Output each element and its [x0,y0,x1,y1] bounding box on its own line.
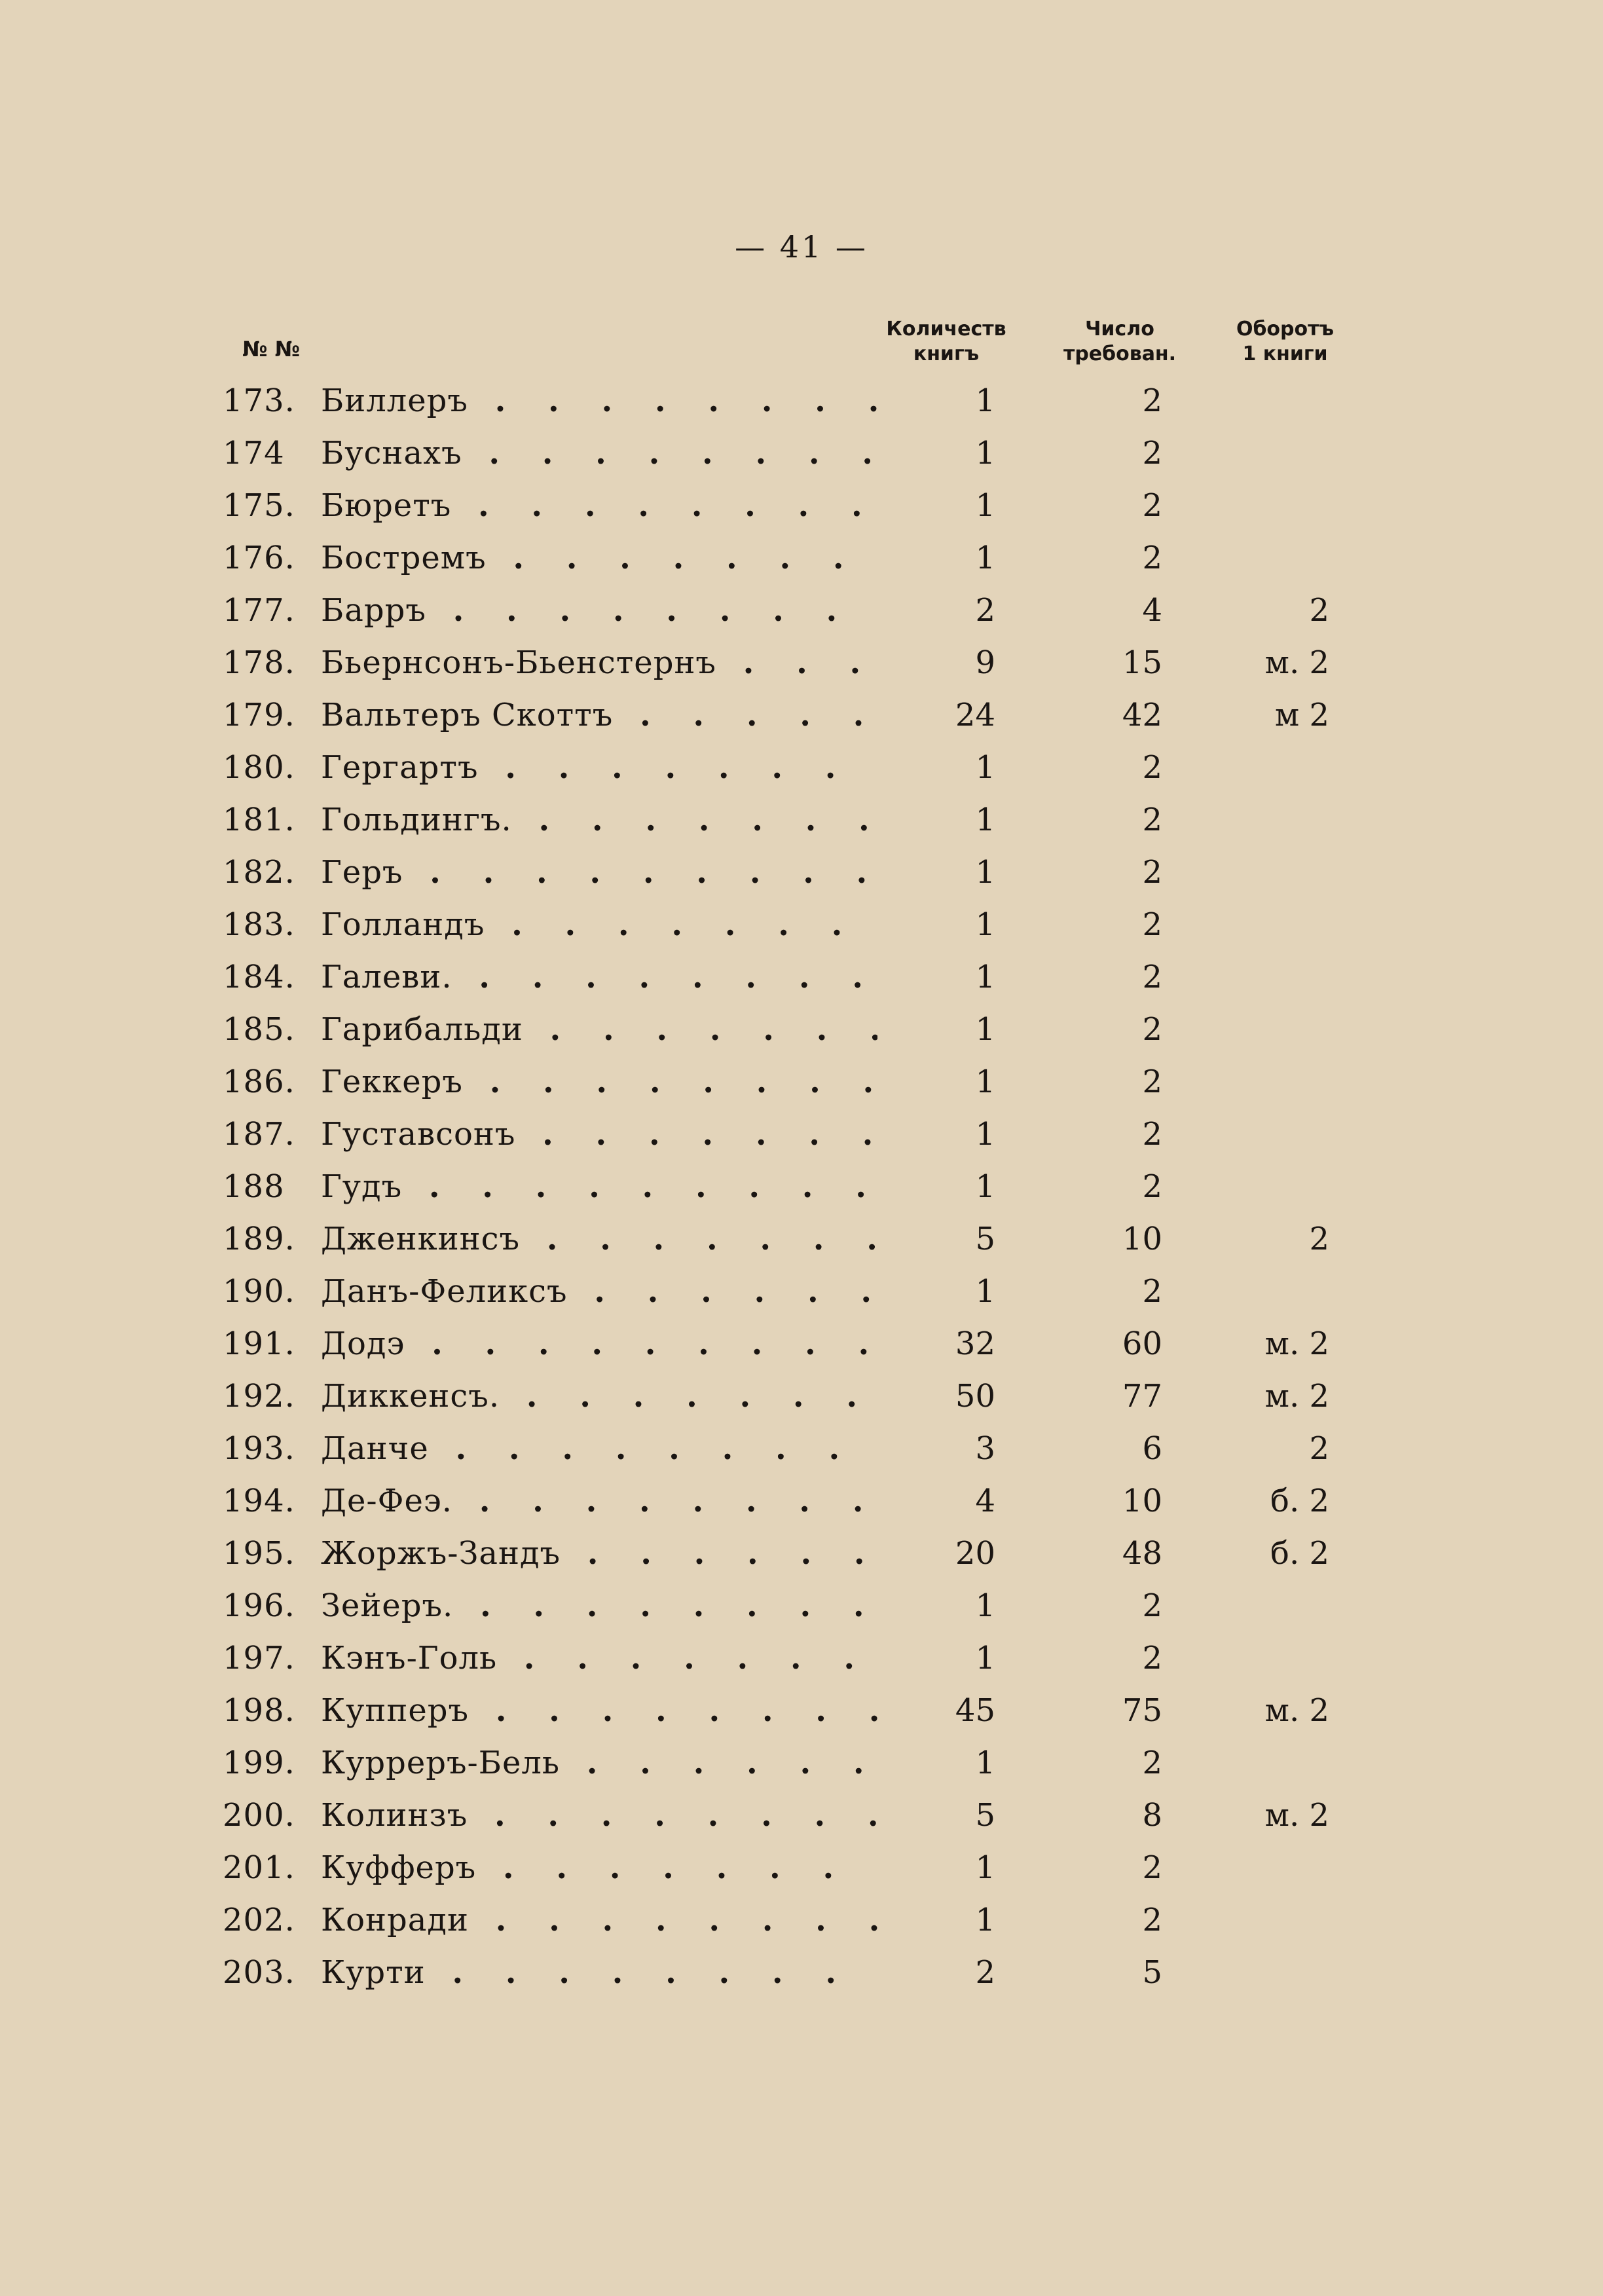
book-quantity: 1 [975,1011,995,1048]
table-row [0,1946,1603,1999]
author-name: Диккенсъ. . . . [321,1370,877,1422]
turnover-value: 2 [1309,592,1329,629]
row-number: 176. [223,540,295,576]
table-row [0,741,1603,794]
book-quantity: 2 [975,1954,995,1991]
book-quantity: 1 [975,1116,995,1153]
book-quantity: 45 [955,1692,995,1729]
column-header-turnover [1215,317,1355,367]
table-body [0,375,1603,1999]
book-quantity: 1 [975,540,995,576]
table-row [0,1475,1603,1527]
row-number: 196. [223,1587,295,1624]
row-number: 184. [223,959,295,995]
author-name: Бостремъ . . . [321,532,877,584]
row-number: 192. [223,1378,295,1415]
request-count: 2 [1142,1168,1162,1205]
row-number: 185. [223,1011,295,1048]
author-name: Бюретъ . . . [321,479,877,532]
row-number: 199. [223,1745,295,1781]
request-count: 60 [1122,1325,1162,1362]
table-row [0,1684,1603,1737]
author-name: Барръ . . . [321,584,877,637]
request-count: 10 [1122,1483,1162,1519]
author-name: Голландъ . . . [321,898,877,951]
author-name: Биллеръ . . . [321,375,877,427]
row-number: 198. [223,1692,295,1729]
row-number: 194. [223,1483,295,1519]
request-count: 6 [1142,1430,1162,1467]
book-quantity: 1 [975,1902,995,1938]
row-number: 180. [223,749,295,786]
row-number: 181. [223,802,295,838]
author-name: Дженкинсъ . . . [321,1213,877,1265]
author-name: Жоржъ-Зандъ . . . [321,1527,877,1580]
turnover-value: м 2 [1274,697,1329,733]
author-name: Галеви. . . . [321,951,877,1003]
table-row [0,689,1603,741]
book-quantity: 1 [975,1745,995,1781]
turnover-value: м. 2 [1264,1797,1329,1834]
table-row [0,584,1603,637]
table-row [0,1842,1603,1894]
book-quantity: 1 [975,382,995,419]
author-name: Геръ . . . [321,846,877,898]
table-row [0,1580,1603,1632]
table-header [0,317,1603,382]
book-quantity: 1 [975,1168,995,1205]
request-count: 42 [1122,697,1162,733]
author-name: Де-Феэ. . . . [321,1475,877,1527]
table-row [0,375,1603,427]
table-row [0,1213,1603,1265]
request-count: 2 [1142,1273,1162,1310]
book-quantity: 20 [955,1535,995,1572]
request-count: 2 [1142,802,1162,838]
row-number: 190. [223,1273,295,1310]
table-row [0,637,1603,689]
row-number: 177. [223,592,295,629]
request-count: 2 [1142,1587,1162,1624]
row-number: 183. [223,906,295,943]
request-count: 2 [1142,1116,1162,1153]
table-row [0,532,1603,584]
table-row [0,427,1603,479]
author-name: Кэнъ-Голь . . . [321,1632,877,1684]
book-quantity: 32 [955,1325,995,1362]
request-count: 2 [1142,1849,1162,1886]
table-row [0,1370,1603,1422]
column-header-turnover-line1: Оборотъ [1236,318,1335,341]
request-count: 2 [1142,854,1162,891]
page-number: — 41 — [735,229,868,265]
row-number: 191. [223,1325,295,1362]
column-header-requests [1044,317,1195,367]
author-name: Куфферъ . . . [321,1842,877,1894]
author-name: Буснахъ . . . [321,427,877,479]
table-row [0,1265,1603,1318]
book-quantity: 1 [975,1064,995,1100]
book-quantity: 3 [975,1430,995,1467]
turnover-value: м. 2 [1264,1378,1329,1415]
table-row [0,1789,1603,1842]
book-quantity: 1 [975,1640,995,1676]
book-quantity: 1 [975,749,995,786]
table-row [0,1527,1603,1580]
table-row [0,951,1603,1003]
column-header-quantity-line2: книгъ [913,343,980,365]
row-number: 195. [223,1535,295,1572]
table-row [0,1003,1603,1056]
book-quantity: 1 [975,959,995,995]
book-quantity: 1 [975,854,995,891]
request-count: 2 [1142,382,1162,419]
row-number: 193. [223,1430,295,1467]
table-row [0,846,1603,898]
request-count: 48 [1122,1535,1162,1572]
request-count: 4 [1142,592,1162,629]
column-header-quantity-line1: Количеств [886,318,1006,341]
author-name: Гарибальди . . . [321,1003,877,1056]
book-quantity: 9 [975,644,995,681]
row-number: 175. [223,487,295,524]
book-quantity: 50 [955,1378,995,1415]
row-number: 179. [223,697,295,733]
book-quantity: 2 [975,592,995,629]
column-header-requests-line2: требован. [1063,343,1177,365]
request-count: 15 [1122,644,1162,681]
row-number: 200. [223,1797,295,1834]
request-count: 2 [1142,749,1162,786]
row-number: 202. [223,1902,295,1938]
author-name: Курти . . . [321,1946,877,1999]
request-count: 2 [1142,487,1162,524]
table-row [0,794,1603,846]
table-row [0,479,1603,532]
table-row [0,1894,1603,1946]
row-number: 174 [223,435,285,472]
turnover-value: м. 2 [1264,1325,1329,1362]
row-number: 201. [223,1849,295,1886]
author-name: Курреръ-Бель . . . [321,1737,877,1789]
book-quantity: 1 [975,435,995,472]
book-quantity: 24 [955,697,995,733]
turnover-value: 2 [1309,1430,1329,1467]
table-row [0,1737,1603,1789]
turnover-value: 2 [1309,1221,1329,1257]
author-name: Колинзъ . . . [321,1789,877,1842]
book-quantity: 1 [975,487,995,524]
row-number: 187. [223,1116,295,1153]
request-count: 75 [1122,1692,1162,1729]
row-number: 203. [223,1954,295,1991]
author-name: Гергартъ . . . [321,741,877,794]
column-header-turnover-line2: 1 книги [1242,343,1328,365]
book-quantity: 4 [975,1483,995,1519]
request-count: 5 [1142,1954,1162,1991]
author-name: Данче . . . [321,1422,877,1475]
table-row [0,1056,1603,1108]
author-name: Купперъ . . . [321,1684,877,1737]
request-count: 2 [1142,1064,1162,1100]
request-count: 10 [1122,1221,1162,1257]
column-header-requests-line1: Число [1085,318,1154,341]
row-number: 197. [223,1640,295,1676]
book-quantity: 1 [975,1849,995,1886]
row-number: 182. [223,854,295,891]
row-number: 188 [223,1168,285,1205]
column-header-quantity [871,317,1022,367]
request-count: 2 [1142,1011,1162,1048]
book-quantity: 5 [975,1797,995,1834]
request-count: 2 [1142,1745,1162,1781]
author-name: Геккеръ . . . [321,1056,877,1108]
turnover-value: м. 2 [1264,1692,1329,1729]
table-row [0,898,1603,951]
author-name: Вальтеръ Скоттъ . . . [321,689,877,741]
turnover-value: б. 2 [1270,1483,1329,1519]
table-row [0,1108,1603,1160]
author-name: Густавсонъ . . . [321,1108,877,1160]
book-quantity: 5 [975,1221,995,1257]
book-quantity: 1 [975,1587,995,1624]
author-name: Конради . . . [321,1894,877,1946]
book-quantity: 1 [975,802,995,838]
column-header-number: № № [242,337,301,361]
author-name: Гольдингъ. . . . [321,794,877,846]
author-name: Зейеръ. . . . [321,1580,877,1632]
request-count: 2 [1142,1640,1162,1676]
author-name: Додэ . . . [321,1318,877,1370]
author-name: Данъ-Феликсъ . . . [321,1265,877,1318]
author-name: Гудъ . . . [321,1160,877,1213]
row-number: 178. [223,644,295,681]
request-count: 2 [1142,906,1162,943]
request-count: 2 [1142,1902,1162,1938]
table-row [0,1632,1603,1684]
request-count: 2 [1142,435,1162,472]
book-quantity: 1 [975,1273,995,1310]
turnover-value: б. 2 [1270,1535,1329,1572]
author-name: Бьернсонъ-Бьенстернъ . . . [321,637,877,689]
book-quantity: 1 [975,906,995,943]
table-row [0,1160,1603,1213]
table-row [0,1422,1603,1475]
table-row [0,1318,1603,1370]
row-number: 189. [223,1221,295,1257]
turnover-value: м. 2 [1264,644,1329,681]
request-count: 77 [1122,1378,1162,1415]
row-number: 173. [223,382,295,419]
row-number: 186. [223,1064,295,1100]
request-count: 2 [1142,959,1162,995]
request-count: 8 [1142,1797,1162,1834]
request-count: 2 [1142,540,1162,576]
